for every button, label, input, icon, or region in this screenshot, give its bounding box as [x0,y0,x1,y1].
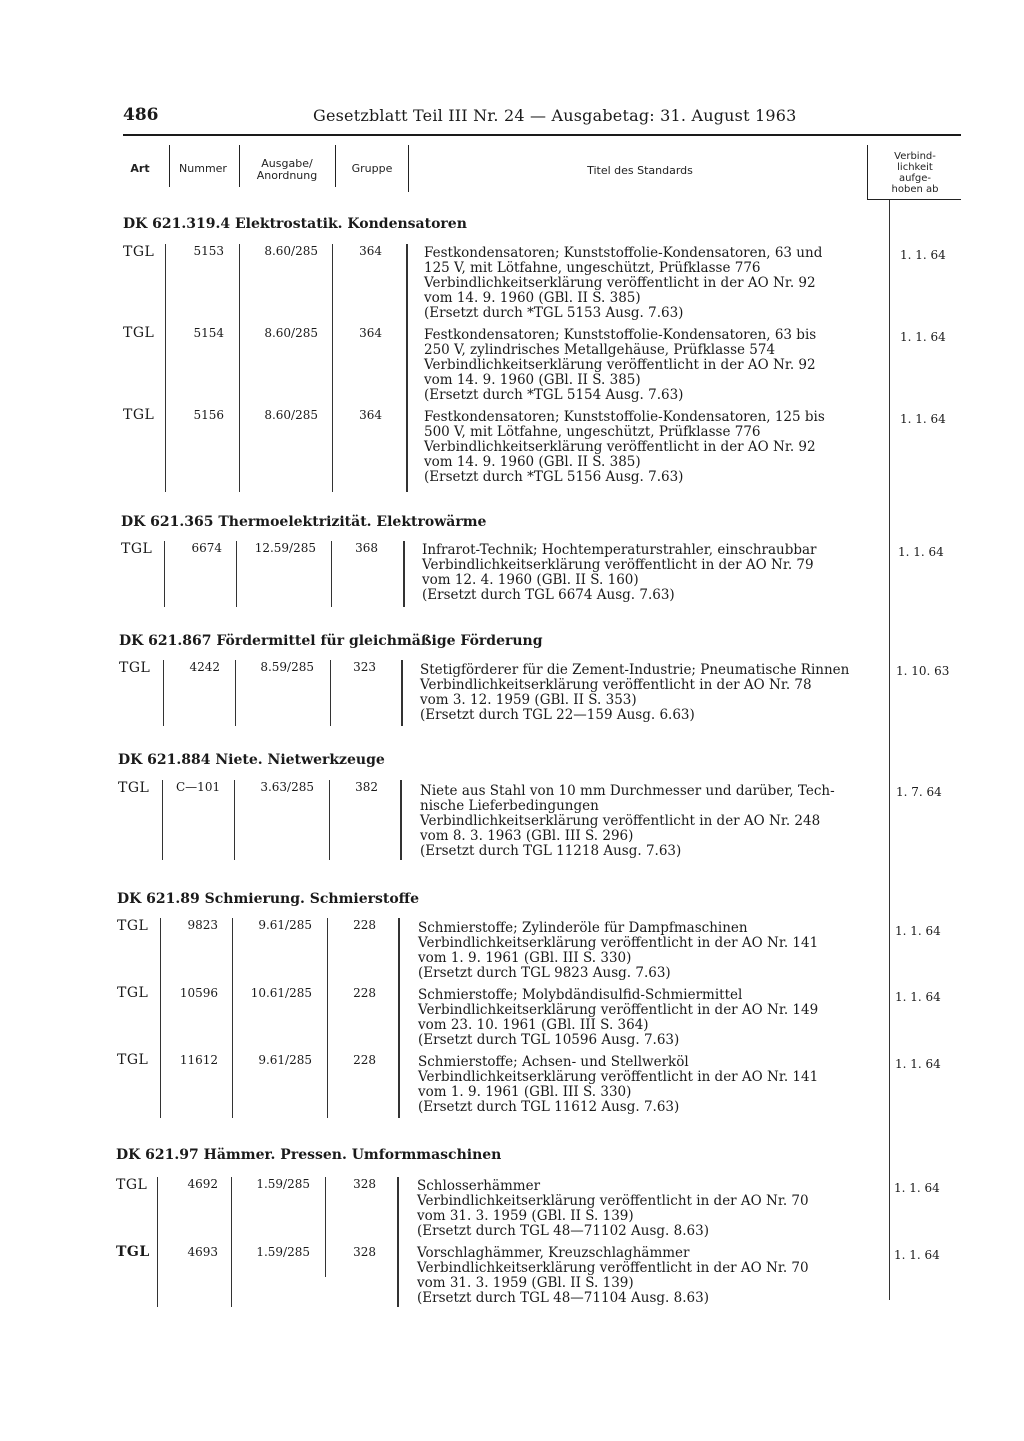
cell-titel [420,663,890,723]
titel-line: Verbindlichkeitserklärung veröffentlicht in der AO Nr. 79 [422,557,814,573]
column-divider [157,1177,158,1307]
cell-ausgabe: 8.60/285 [264,326,318,340]
titel-line: Schmierstoffe; Achsen- und Stellwerköl [418,1054,689,1070]
col-header-verbindlich-line: aufge- [898,173,932,184]
titel-line: vom 31. 3. 1959 (GBl. II S. 139) [417,1208,634,1224]
cell-nummer: C—101 [176,780,221,794]
column-divider [400,780,402,860]
col-header-verbindlich-line: Verbind- [894,151,936,162]
cell-nummer: 9823 [187,918,218,932]
titel-line: Schmierstoffe; Zylinderöle für Dampfmaschinen [418,920,748,936]
titel-line: vom 14. 9. 1960 (GBl. II S. 385) [424,372,641,388]
cell-art: TGL [119,660,151,676]
column-divider [331,541,332,607]
column-divider [235,660,236,726]
cell-gruppe: 228 [353,1053,376,1067]
column-divider [162,780,163,860]
titel-line: (Ersetzt durch TGL 11218 Ausg. 7.63) [420,843,682,859]
titel-line: Verbindlichkeitserklärung veröffentlicht in der AO Nr. 92 [424,439,816,455]
titel-line: 250 V, zylindrisches Metallgehäuse, Prüfklasse 574 [424,342,776,358]
cell-art: TGL [118,780,150,796]
column-divider [164,541,165,607]
titel-line: vom 14. 9. 1960 (GBl. II S. 385) [424,290,641,306]
column-divider [332,244,333,492]
col-header-verbindlich-line: hoben ab [891,184,939,195]
titel-line: vom 1. 9. 1961 (GBl. III S. 330) [418,1084,632,1100]
cell-titel [417,1246,887,1306]
titel-line: 500 V, mit Lötfahne, ungeschützt, Prüfklasse 776 [424,424,761,440]
titel-line: Schmierstoffe; Molybdändisulfid-Schmiermittel [418,987,743,1003]
titel-line: vom 14. 9. 1960 (GBl. II S. 385) [424,454,641,470]
titel-line: (Ersetzt durch *TGL 5154 Ausg. 7.63) [424,387,684,403]
cell-nummer: 4693 [187,1245,218,1259]
cell-date: 1. 7. 64 [896,785,942,799]
cell-nummer: 5154 [193,326,224,340]
titel-line: vom 8. 3. 1963 (GBl. III S. 296) [420,828,634,844]
titel-line: (Ersetzt durch TGL 11612 Ausg. 7.63) [418,1099,680,1115]
cell-titel [417,1179,887,1239]
cell-date: 1. 1. 64 [895,924,941,938]
section-title: DK 621.884 Niete. Nietwerkzeuge [118,752,385,768]
column-divider [239,244,240,492]
titel-line: Festkondensatoren; Kunststoffolie-Kondensatoren, 125 bis [424,409,825,425]
titel-line: (Ersetzt durch TGL 6674 Ausg. 7.63) [422,587,675,603]
cell-nummer: 5153 [193,244,224,258]
titel-line: (Ersetzt durch TGL 48—71104 Ausg. 8.63) [417,1290,709,1306]
cell-ausgabe: 3.63/285 [260,780,314,794]
titel-line: Verbindlichkeitserklärung veröffentlicht in der AO Nr. 92 [424,357,816,373]
cell-ausgabe: 8.60/285 [264,244,318,258]
column-divider [327,918,328,1118]
cell-date: 1. 1. 64 [894,1248,940,1262]
column-divider [403,541,405,607]
titel-line: Vorschlaghämmer, Kreuzschlaghämmer [417,1245,690,1261]
cell-nummer: 11612 [179,1053,218,1067]
cell-ausgabe: 9.61/285 [258,1053,312,1067]
header-divider [867,145,868,200]
column-divider [232,918,233,1118]
column-divider [397,1177,399,1307]
cell-gruppe: 364 [359,244,382,258]
cell-ausgabe: 1.59/285 [256,1177,310,1191]
cell-nummer: 5156 [193,408,224,422]
col-header-art: Art [130,162,150,175]
titel-line: Niete aus Stahl von 10 mm Durchmesser und darüber, Tech- [420,783,835,799]
titel-line: vom 3. 12. 1959 (GBl. II S. 353) [420,692,637,708]
cell-date: 1. 1. 64 [900,330,946,344]
titel-line: (Ersetzt durch *TGL 5156 Ausg. 7.63) [424,469,684,485]
titel-line: Verbindlichkeitserklärung veröffentlicht in der AO Nr. 141 [418,1069,819,1085]
titel-line: Verbindlichkeitserklärung veröffentlicht in der AO Nr. 70 [417,1260,809,1276]
column-divider [398,918,400,1118]
cell-art: TGL [123,407,155,423]
cell-nummer: 10596 [179,986,218,1000]
page-number: 486 [123,105,159,125]
titel-line: Verbindlichkeitserklärung veröffentlicht in der AO Nr. 70 [417,1193,809,1209]
col-header-nummer: Nummer [179,162,227,175]
cell-titel [418,988,888,1048]
titel-line: Festkondensatoren; Kunststoffolie-Kondensatoren, 63 bis [424,327,817,343]
cell-nummer: 6674 [191,541,222,555]
cell-art: TGL [117,918,149,934]
page-header: Gesetzblatt Teil III Nr. 24 — Ausgabetag: 31. August 1963 [313,106,797,125]
titel-line: Verbindlichkeitserklärung veröffentlicht in der AO Nr. 149 [418,1002,819,1018]
titel-line: Festkondensatoren; Kunststoffolie-Kondensatoren, 63 und [424,245,823,261]
column-divider [160,918,161,1118]
titel-line: vom 1. 9. 1961 (GBl. III S. 330) [418,950,632,966]
titel-line: Stetigförderer für die Zement-Industrie; Pneumatische Rinnen [420,662,850,678]
titel-line: (Ersetzt durch *TGL 5153 Ausg. 7.63) [424,305,684,321]
cell-art: TGL [117,985,149,1001]
col-header-ausgabe [243,158,331,182]
section-title: DK 621.97 Hämmer. Pressen. Umformmaschinen [116,1147,502,1163]
titel-line: Infrarot-Technik; Hochtemperaturstrahler, einschraubbar [422,542,817,558]
col-header-verbindlich [869,151,961,195]
cell-ausgabe: 8.60/285 [264,408,318,422]
column-divider [165,244,166,492]
column-divider [236,541,237,607]
titel-line: Verbindlichkeitserklärung veröffentlicht in der AO Nr. 78 [420,677,812,693]
titel-line: Schlosserhämmer [417,1178,541,1194]
cell-nummer: 4242 [189,660,220,674]
cell-date: 1. 1. 64 [900,412,946,426]
cell-titel [424,410,894,485]
header-divider [408,145,409,192]
col-header-verbindlich-line: lichkeit [897,162,933,173]
cell-ausgabe: 1.59/285 [256,1245,310,1259]
titel-line: nische Lieferbedingungen [420,798,599,814]
titel-line: Verbindlichkeitserklärung veröffentlicht in der AO Nr. 141 [418,935,819,951]
section-title: DK 621.365 Thermoelektrizität. Elektrowärme [121,514,487,530]
column-divider [163,660,164,726]
titel-line: vom 23. 10. 1961 (GBl. III S. 364) [418,1017,649,1033]
titel-line: vom 31. 3. 1959 (GBl. II S. 139) [417,1275,634,1291]
col-header-ausgabe-line: Anordnung [256,169,318,182]
header-divider [169,145,170,187]
column-divider [330,660,331,726]
cell-gruppe: 328 [353,1245,376,1259]
cell-date: 1. 1. 64 [900,248,946,262]
cell-gruppe: 323 [353,660,376,674]
column-divider [325,1177,326,1277]
header-bottom-rule [867,199,961,200]
titel-line: Verbindlichkeitserklärung veröffentlicht in der AO Nr. 92 [424,275,816,291]
cell-gruppe: 364 [359,408,382,422]
cell-gruppe: 364 [359,326,382,340]
header-divider [239,145,240,187]
cell-date: 1. 1. 64 [895,990,941,1004]
cell-ausgabe: 10.61/285 [250,986,312,1000]
titel-line: Verbindlichkeitserklärung veröffentlicht in der AO Nr. 248 [420,813,821,829]
titel-line: (Ersetzt durch TGL 10596 Ausg. 7.63) [418,1032,680,1048]
section-title: DK 621.89 Schmierung. Schmierstoffe [117,891,420,907]
cell-ausgabe: 8.59/285 [260,660,314,674]
titel-line: (Ersetzt durch TGL 9823 Ausg. 7.63) [418,965,671,981]
cell-date: 1. 10. 63 [896,664,950,678]
col-header-ausgabe-line: Ausgabe/ [261,157,313,170]
cell-titel [418,921,888,981]
header-rule [123,134,961,136]
titel-line: vom 12. 4. 1960 (GBl. II S. 160) [422,572,639,588]
section-title: DK 621.867 Fördermittel für gleichmäßige Förderung [119,633,543,649]
titel-line: 125 V, mit Lötfahne, ungeschützt, Prüfklasse 776 [424,260,761,276]
col-header-titel: Titel des Standards [587,164,693,177]
cell-date: 1. 1. 64 [894,1181,940,1195]
header-divider [335,145,336,187]
cell-gruppe: 368 [355,541,378,555]
cell-gruppe: 228 [353,986,376,1000]
cell-art: TGL [123,325,155,341]
cell-nummer: 4692 [187,1177,218,1191]
column-divider [234,780,235,860]
cell-gruppe: 328 [353,1177,376,1191]
column-divider [401,660,403,726]
cell-titel [422,543,892,603]
cell-date: 1. 1. 64 [895,1057,941,1071]
titel-line: (Ersetzt durch TGL 48—71102 Ausg. 8.63) [417,1223,709,1239]
titel-line: (Ersetzt durch TGL 22—159 Ausg. 6.63) [420,707,695,723]
cell-titel [418,1055,888,1115]
cell-art: TGL [123,244,155,260]
cell-date: 1. 1. 64 [898,545,944,559]
cell-art: TGL [117,1052,149,1068]
cell-ausgabe: 12.59/285 [254,541,316,555]
section-title: DK 621.319.4 Elektrostatik. Kondensatoren [123,216,467,232]
col-header-gruppe: Gruppe [351,162,393,175]
cell-ausgabe: 9.61/285 [258,918,312,932]
cell-titel [424,246,894,321]
cell-titel [424,328,894,403]
cell-gruppe: 228 [353,918,376,932]
column-divider [231,1177,232,1307]
column-divider [406,244,408,492]
cell-art: TGL [116,1177,148,1193]
cell-art: TGL [116,1244,150,1260]
cell-gruppe: 382 [355,780,378,794]
cell-titel [420,784,890,859]
cell-art: TGL [121,541,153,557]
column-divider [329,780,330,860]
